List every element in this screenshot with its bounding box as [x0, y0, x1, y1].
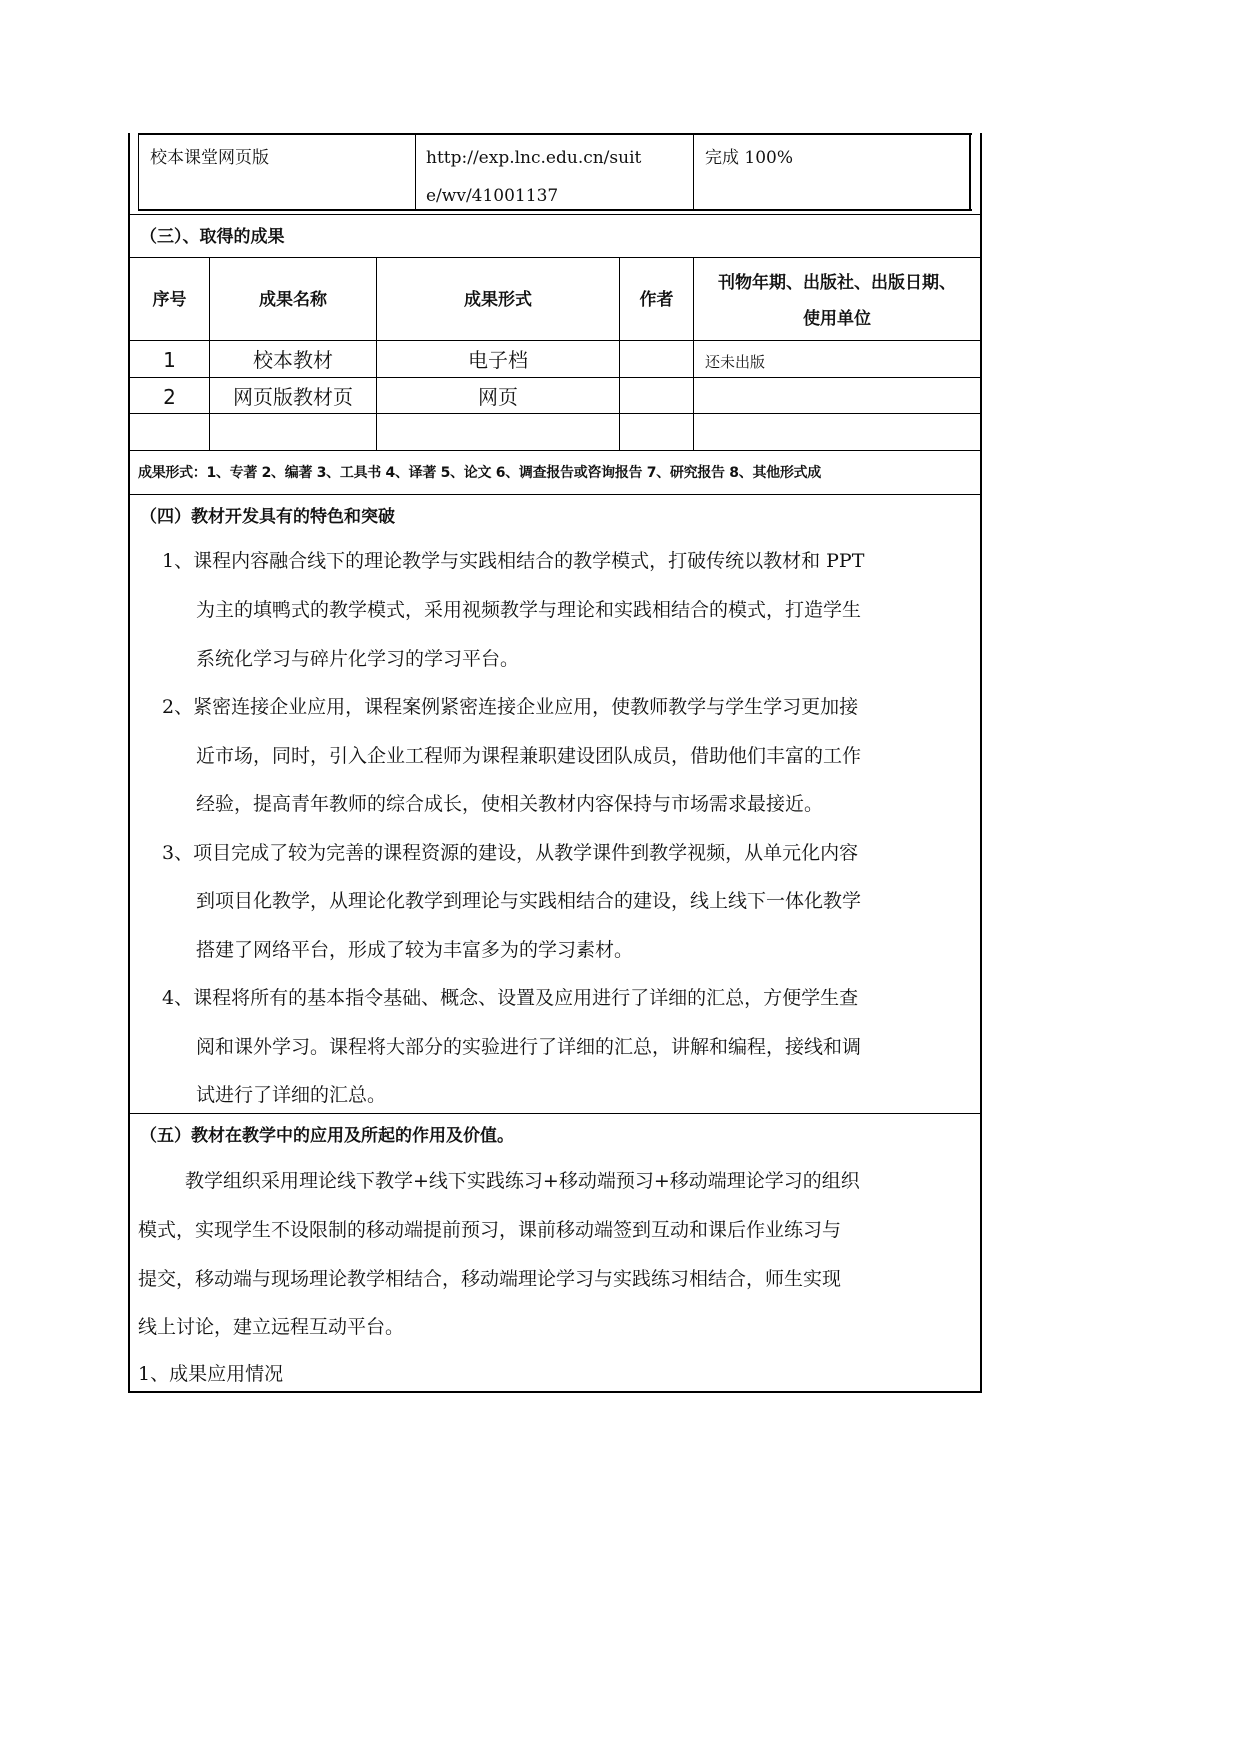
top-row-border-left: [138, 133, 139, 211]
results-form-note: 成果形式：1、专著 2、编著 3、工具书 4、译著 5、论文 6、调查报告或咨询报告 7、研究报告 8、其他形式成: [138, 465, 821, 481]
section4-line: 到项目化教学，从理论化教学到理论与实践相结合的建设，线上线下一体化教学: [196, 890, 862, 912]
header-form: 成果形式: [464, 290, 532, 310]
row1-pub: 还未出版: [705, 353, 766, 371]
hline-below-row2: [128, 413, 982, 414]
table-border-left: [128, 133, 130, 1393]
top-row-divider-2: [693, 133, 694, 211]
section4-line: 阅和课外学习。课程将大部分的实验进行了详细的汇总，讲解和编程，接线和调: [196, 1036, 862, 1058]
top-row-status: 完成 100%: [705, 148, 794, 168]
section4-line: 经验，提高青年教师的综合成长，使相关教材内容保持与市场需求最接近。: [196, 793, 824, 815]
section4-line: 试进行了详细的汇总。: [196, 1084, 387, 1106]
row1-form: 电子档: [468, 348, 528, 372]
section4-line: 1、课程内容融合线下的理论教学与实践相结合的教学模式，打破传统以教材和 PPT: [162, 550, 865, 572]
section5-subheading: 1、成果应用情况: [138, 1363, 284, 1385]
section5-line: 模式，实现学生不设限制的移动端提前预习，课前移动端签到互动和课后作业练习与: [138, 1219, 842, 1241]
table-border-right: [980, 133, 982, 1393]
hline-below-section3-title: [128, 257, 982, 258]
hline-below-headers: [128, 340, 982, 341]
table-border-bottom: [128, 1391, 982, 1393]
top-row-border-right: [969, 133, 971, 211]
section5-line: 提交，移动端与现场理论教学相结合，移动端理论学习与实践练习相结合，师生实现: [138, 1268, 842, 1290]
hline-below-row3: [128, 450, 982, 451]
header-name: 成果名称: [259, 290, 327, 310]
header-pub-line1: 刊物年期、出版社、出版日期、: [718, 273, 956, 293]
row2-form: 网页: [478, 385, 518, 409]
top-row-border-top: [138, 133, 972, 135]
row1-name: 校本教材: [253, 348, 333, 372]
row2-name: 网页版教材页: [233, 385, 353, 409]
header-seq: 序号: [152, 290, 187, 310]
section4-line: 为主的填鸭式的教学模式，采用视频教学与理论和实践相结合的模式，打造学生: [196, 599, 862, 621]
top-row-url-line1: http://exp.lnc.edu.cn/suit: [426, 148, 642, 168]
section4-line: 3、项目完成了较为完善的课程资源的建设，从教学课件到教学视频，从单元化内容: [162, 842, 859, 864]
section3-title: （三）、取得的成果: [140, 227, 285, 247]
vline-col-3: [619, 257, 620, 450]
hline-below-row1: [128, 377, 982, 378]
section4-line: 近市场，同时，引入企业工程师为课程兼职建设团队成员，借助他们丰富的工作: [196, 745, 862, 767]
top-row-divider-1: [415, 133, 416, 211]
header-author: 作者: [639, 290, 674, 310]
section4-line: 4、课程将所有的基本指令基础、概念、设置及应用进行了详细的汇总，方便学生查: [162, 987, 859, 1009]
section5-title: （五）教材在教学中的应用及所起的作用及价值。: [140, 1126, 514, 1146]
row2-seq: 2: [163, 385, 176, 409]
hline-below-note: [128, 494, 982, 495]
section4-line: 2、紧密连接企业应用，课程案例紧密连接企业应用，使教师教学与学生学习更加接: [162, 696, 859, 718]
section5-line: 教学组织采用理论线下教学+线下实践练习+移动端预习+移动端理论学习的组织: [185, 1170, 860, 1192]
header-pub-line2: 使用单位: [803, 309, 871, 329]
hline-below-section4: [128, 1113, 982, 1114]
section4-title: （四）教材开发具有的特色和突破: [140, 507, 395, 527]
section4-line: 系统化学习与碎片化学习的学习平台。: [196, 648, 520, 670]
section5-line: 线上讨论，建立远程互动平台。: [138, 1316, 405, 1338]
top-row-name: 校本课堂网页版: [150, 148, 269, 168]
top-row-url-line2: e/wv/41001137: [426, 186, 559, 206]
hline-below-top: [128, 214, 982, 215]
row1-seq: 1: [163, 348, 176, 372]
section4-line: 搭建了网络平台，形成了较为丰富多为的学习素材。: [196, 939, 634, 961]
top-row-border-bottom: [138, 209, 972, 211]
